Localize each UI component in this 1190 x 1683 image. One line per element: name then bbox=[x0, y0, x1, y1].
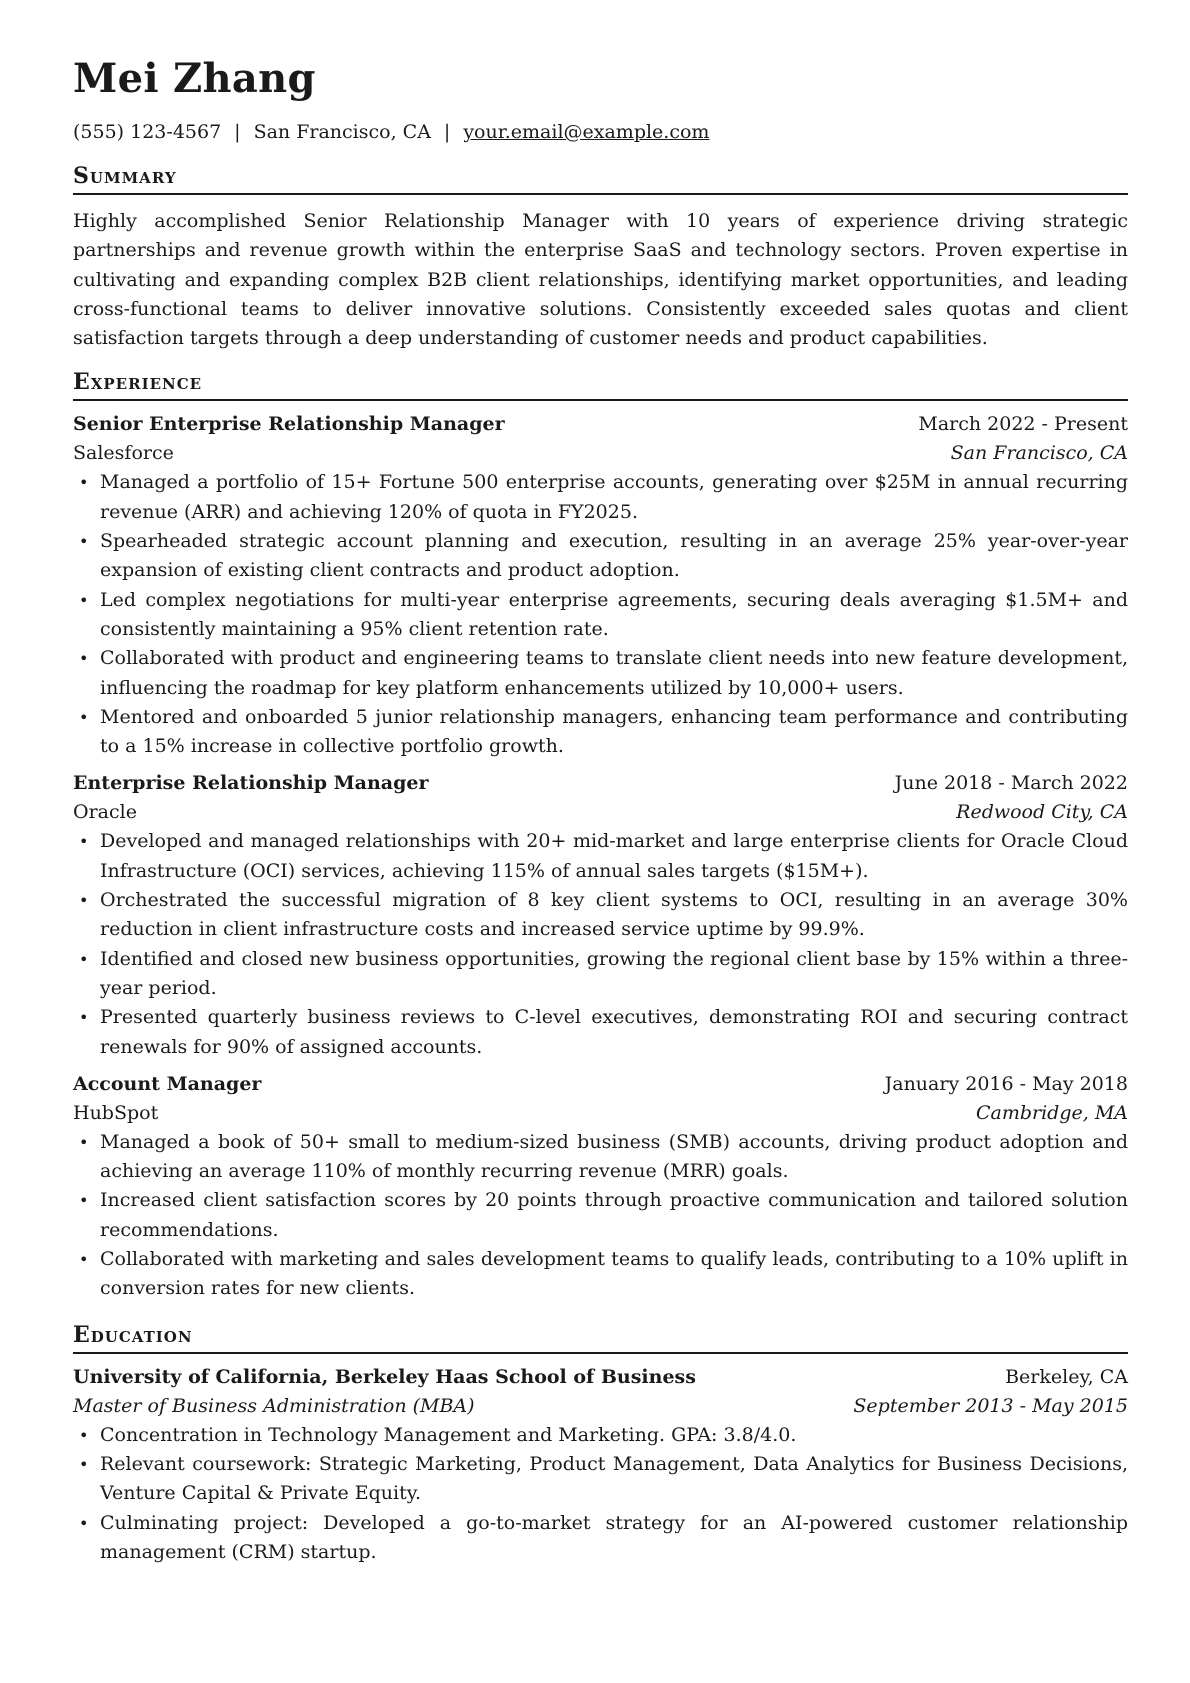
job-dates: January 2016 - May 2018 bbox=[884, 1072, 1128, 1095]
education-bullets bbox=[73, 1421, 1128, 1567]
job-dates: June 2018 - March 2022 bbox=[894, 772, 1128, 795]
bullet-item: • Orchestrated the successful migration of 8 key client systems to OCI, resulting in an average 30% reduction in client infrastructure costs and increased service uptime by 99.9%. bbox=[73, 886, 1128, 945]
bullet-item: • Identified and closed new business opportunities, growing the regional client base by 15% within a three-year period. bbox=[73, 945, 1128, 1004]
bullet-item: • Led complex negotiations for multi-year enterprise agreements, securing deals averaging $1.5M+ and consistently maintaining a 95% client retention rate. bbox=[73, 586, 1128, 645]
education-entry bbox=[73, 1363, 1128, 1567]
degree-row bbox=[73, 1392, 1128, 1421]
job-location: Redwood City, CA bbox=[956, 801, 1128, 824]
phone-number: (555) 123-4567 bbox=[73, 121, 222, 143]
job-title: Enterprise Relationship Manager bbox=[73, 772, 429, 795]
job-title: Account Manager bbox=[73, 1072, 262, 1095]
job-bullets bbox=[73, 1128, 1128, 1304]
candidate-name: Mei Zhang bbox=[73, 55, 316, 102]
school-name: University of California, Berkeley Haas School of Business bbox=[73, 1365, 696, 1388]
company-name: Salesforce bbox=[73, 442, 174, 465]
job-title: Senior Enterprise Relationship Manager bbox=[73, 413, 505, 436]
bullet-item: • Collaborated with marketing and sales development teams to qualify leads, contributing to a 10% uplift in conversion rates for new clients. bbox=[73, 1245, 1128, 1304]
contact-line bbox=[73, 120, 1128, 144]
bullet-item: • Developed and managed relationships with 20+ mid-market and large enterprise clients for Oracle Cloud Infrastructure (OCI) services, achieving 115% of annual sales targets ($15M+). bbox=[73, 827, 1128, 886]
bullet-item: • Managed a portfolio of 15+ Fortune 500 enterprise accounts, generating over $25M in annual recurring revenue (ARR) and achieving 120% of quota in FY2025. bbox=[73, 468, 1128, 527]
job-entry bbox=[73, 1070, 1128, 1304]
bullet-item: • Spearheaded strategic account planning and execution, resulting in an average 25% year-over-year expansion of existing client contracts and product adoption. bbox=[73, 527, 1128, 586]
degree-name: Master of Business Administration (MBA) bbox=[73, 1394, 475, 1417]
bullet-item: • Relevant coursework: Strategic Marketing, Product Management, Data Analytics for Business Decisions, Venture Capital & Private Equity. bbox=[73, 1450, 1128, 1509]
bullet-item: • Managed a book of 50+ small to medium-sized business (SMB) accounts, driving product adoption and achieving an average 110% of monthly recurring revenue (MRR) goals. bbox=[73, 1128, 1128, 1187]
job-entry bbox=[73, 410, 1128, 761]
location: San Francisco, CA bbox=[253, 121, 431, 143]
section-title-summary: Summary bbox=[73, 163, 1128, 195]
bullet-item: • Increased client satisfaction scores by 20 points through proactive communication and tailored solution recommendations. bbox=[73, 1186, 1128, 1245]
school-location: Berkeley, CA bbox=[1005, 1365, 1128, 1388]
job-header-row bbox=[73, 769, 1128, 798]
job-company-row bbox=[73, 439, 1128, 468]
contact-separator: | bbox=[234, 121, 241, 143]
job-dates: March 2022 - Present bbox=[918, 413, 1128, 436]
section-title-education: Education bbox=[73, 1322, 1128, 1354]
bullet-item: • Collaborated with product and engineering teams to translate client needs into new feature development, influencing the roadmap for key platform enhancements utilized by 10,000+ users. bbox=[73, 644, 1128, 703]
job-location: San Francisco, CA bbox=[950, 442, 1128, 465]
summary-text: Highly accomplished Senior Relationship Manager with 10 years of experience driving strategic partnerships and revenue growth within the enterprise SaaS and technology sectors. Proven expertise in cultivating and expanding complex B2B client relationships, identifying market opportunities, and leading cross-functional teams to deliver innovative solutions. Consistently exceeded sales quotas and client satisfaction targets through a deep understanding of customer needs and product capabilities. bbox=[73, 210, 1128, 350]
company-name: HubSpot bbox=[73, 1101, 159, 1124]
bullet-item: • Culminating project: Developed a go-to-market strategy for an AI-powered customer relationship management (CRM) startup. bbox=[73, 1509, 1128, 1568]
education-dates: September 2013 - May 2015 bbox=[853, 1394, 1128, 1417]
job-location: Cambridge, MA bbox=[975, 1101, 1128, 1124]
job-header-row bbox=[73, 1070, 1128, 1099]
bullet-item: • Mentored and onboarded 5 junior relationship managers, enhancing team performance and contributing to a 15% increase in collective portfolio growth. bbox=[73, 703, 1128, 762]
contact-separator: | bbox=[443, 121, 451, 143]
job-company-row bbox=[73, 798, 1128, 827]
job-company-row bbox=[73, 1099, 1128, 1128]
job-bullets bbox=[73, 468, 1128, 761]
bullet-item: • Presented quarterly business reviews to C-level executives, demonstrating ROI and securing contract renewals for 90% of assigned accounts. bbox=[73, 1003, 1128, 1062]
section-title-experience: Experience bbox=[73, 369, 1128, 401]
company-name: Oracle bbox=[73, 801, 137, 824]
email-link[interactable]: your.email@example.com bbox=[463, 121, 710, 143]
job-entry bbox=[73, 769, 1128, 1061]
bullet-item: • Concentration in Technology Management and Marketing. GPA: 3.8/4.0. bbox=[73, 1421, 1128, 1450]
job-header-row bbox=[73, 410, 1128, 439]
school-row bbox=[73, 1363, 1128, 1392]
job-bullets bbox=[73, 827, 1128, 1061]
